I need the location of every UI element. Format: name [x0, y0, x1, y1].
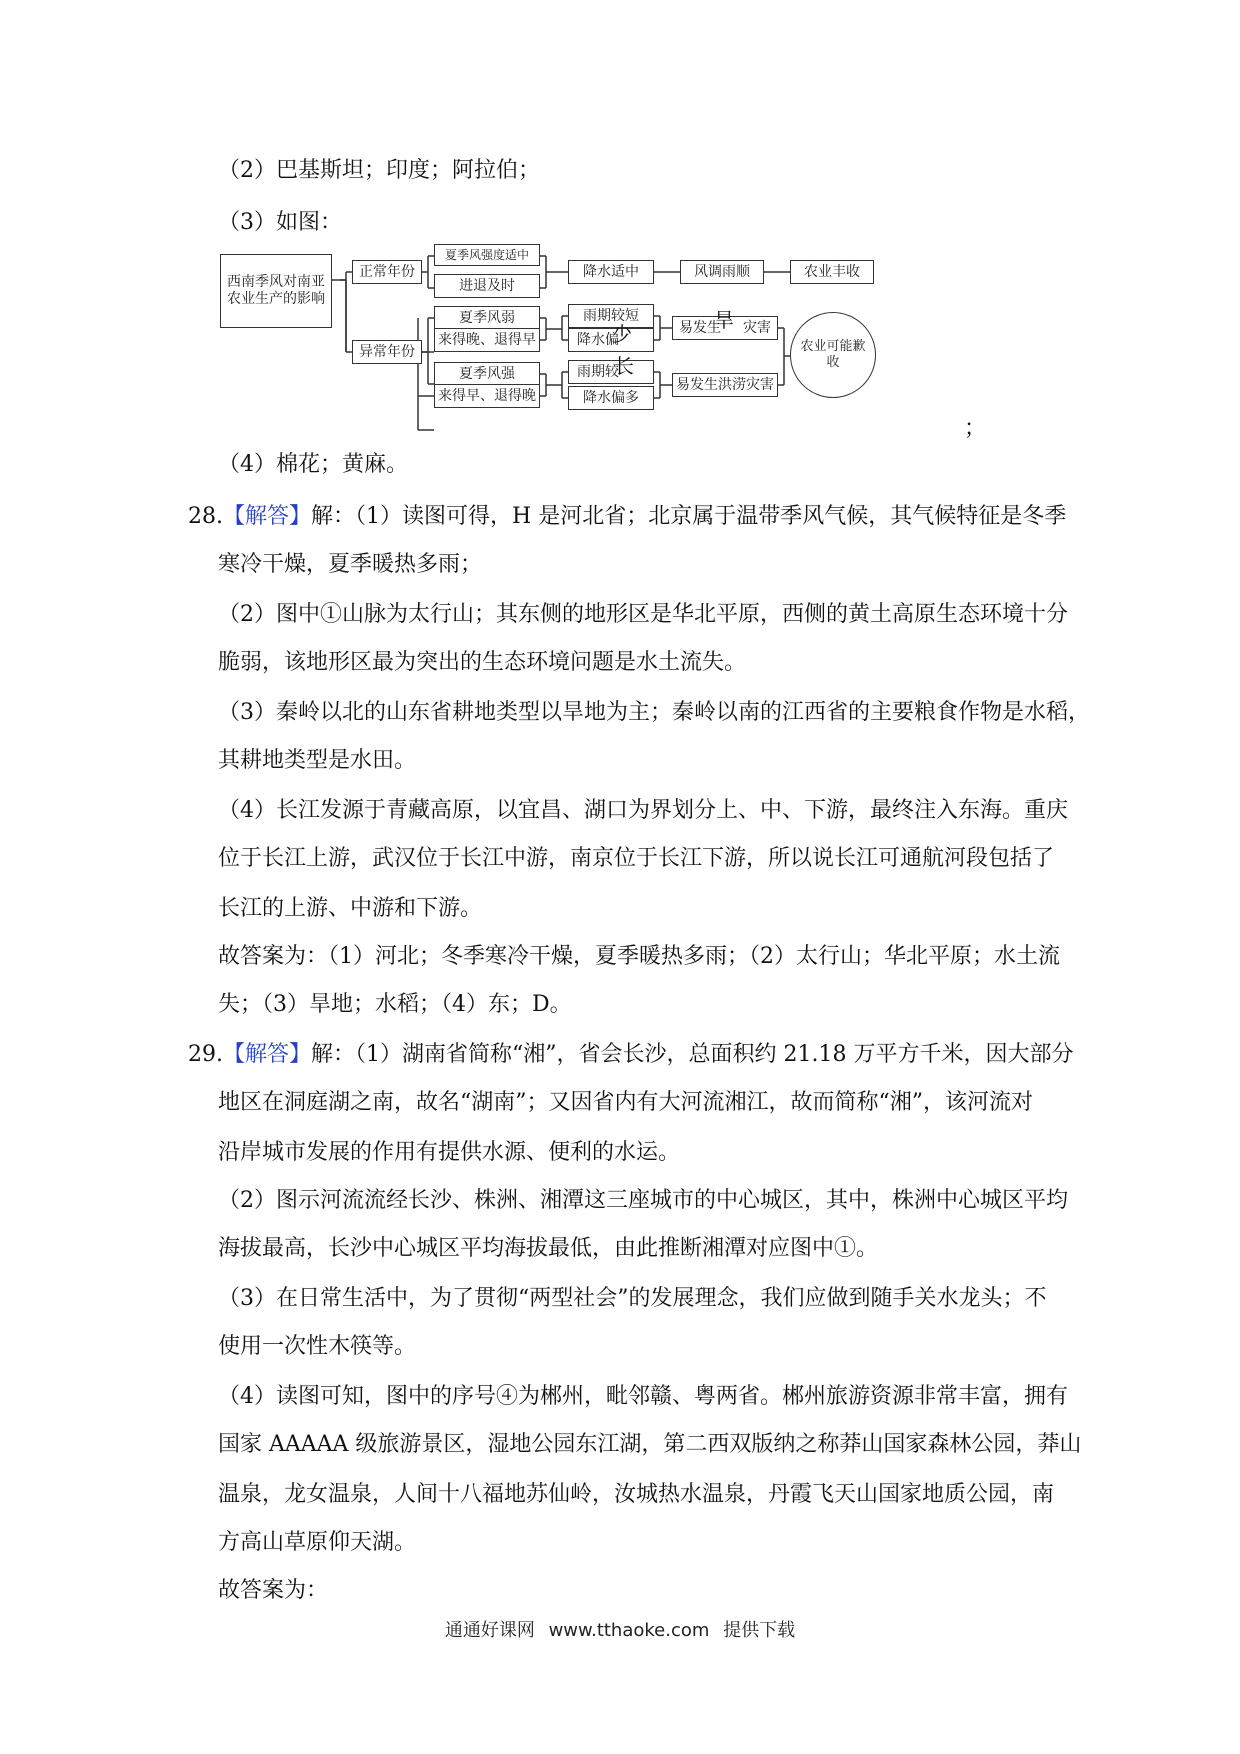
abnormal-year-box: 异常年份 [352, 340, 422, 364]
drought-label-post: 灾害 [743, 319, 771, 336]
flood-box: 易发生洪涝灾害 [672, 373, 778, 397]
question-28-line-11: 失；（3）旱地；水稻；（4）东；D。 [218, 992, 572, 1017]
question-29-line-1 [188, 1040, 1073, 1070]
normal-year-box: 正常年份 [352, 260, 422, 284]
footer-url: www.tthaoke.com [548, 1620, 710, 1641]
answer-27-part3-label: （3）如图： [218, 210, 342, 235]
question-28-number: 28. [188, 504, 223, 529]
short-rain-period-box: 雨期较短 [568, 304, 654, 328]
question-29-number: 29. [188, 1042, 223, 1067]
footer-site-name: 通通好课网 [444, 1620, 535, 1641]
question-28-line-2: 寒冷干燥，夏季暖热多雨； [218, 552, 483, 577]
question-29-line-10: 温泉，龙女温泉，人间十八福地苏仙岭，汝城热水温泉，丹霞飞天山国家地质公园，南 [218, 1482, 1055, 1507]
less-rain-label: 降水偏 [577, 331, 619, 348]
answer-27-part2: （2）巴基斯坦；印度；阿拉伯； [218, 158, 540, 183]
question-29-text: 解：（1）湖南省简称“湘”，省会长沙，总面积约 21.18 万平方千米，因大部分 [311, 1042, 1074, 1067]
question-28-line-8: 位于长江上游，武汉位于长江中游，南京位于长江下游，所以说长江可通航河段包括了 [218, 846, 1055, 871]
long-rain-period-box [568, 360, 654, 384]
question-29-line-7: 使用一次性木筷等。 [218, 1334, 417, 1359]
question-29-line-12: 故答案为： [218, 1578, 329, 1603]
question-29-line-11: 方高山草原仰天湖。 [218, 1530, 417, 1555]
handwritten-long: 长 [614, 354, 634, 378]
question-28-line-9: 长江的上游、中游和下游。 [218, 896, 483, 921]
handwritten-drought: 旱 [714, 308, 734, 332]
question-29-line-5: 海拔最高，长沙中心城区平均海拔最低，由此推断湘潭对应图中①。 [218, 1236, 879, 1261]
early-late-retreat-box: 来得早、退得晚 [434, 384, 540, 408]
favorable-weather-box: 风调雨顺 [680, 260, 764, 284]
question-28-line-1 [188, 502, 1066, 532]
question-28-line-3: （2）图中①山脉为太行山；其东侧的地形区是华北平原，西侧的黄土高原生态环境十分 [218, 602, 1068, 627]
strong-monsoon-box: 夏季风强 [434, 362, 540, 386]
question-28-text: 解：（1）读图可得，H 是河北省；北京属于温带季风气候，其气候特征是冬季 [311, 504, 1067, 529]
question-28-line-7: （4）长江发源于青藏高原，以宜昌、湖口为界划分上、中、下游，最终注入东海。重庆 [218, 798, 1068, 823]
page-footer [0, 1616, 1240, 1642]
question-28-answer-tag: 【解答】 [223, 504, 312, 529]
poor-harvest-circle: 农业可能歉收 [790, 312, 876, 398]
good-harvest-box: 农业丰收 [790, 260, 874, 284]
question-28-line-4: 脆弱，该地形区最为突出的生态环境问题是水土流失。 [218, 650, 747, 675]
moderate-rain-box: 降水适中 [568, 260, 654, 284]
question-28-line-6: 其耕地类型是水田。 [218, 748, 417, 773]
more-rain-box: 降水偏多 [568, 386, 654, 410]
moderate-monsoon-box: 夏季风强度适中 [434, 244, 540, 266]
long-rain-label: 雨期较 [577, 363, 619, 380]
question-29-line-2: 地区在洞庭湖之南，故名“湖南”；又因省内有大河流湘江，故而简称“湘”，该河流对 [218, 1090, 1033, 1115]
diagram-root-box: 西南季风对南亚农业生产的影响 [220, 254, 332, 328]
less-rain-box [568, 328, 654, 352]
question-28-line-5: （3）秦岭以北的山东省耕地类型以旱地为主；秦岭以南的江西省的主要粮食作物是水稻， [218, 700, 1091, 725]
question-29-line-4: （2）图示河流流经长沙、株洲、湘潭这三座城市的中心城区，其中，株洲中心城区平均 [218, 1188, 1068, 1213]
question-29-line-8: （4）读图可知，图中的序号④为郴州，毗邻赣、粤两省。郴州旅游资源非常丰富，拥有 [218, 1384, 1068, 1409]
timely-advance-box: 进退及时 [434, 274, 540, 298]
weak-monsoon-box: 夏季风弱 [434, 306, 540, 330]
drought-label-pre: 易发生 [679, 319, 721, 336]
question-29-line-3: 沿岸城市发展的作用有提供水源、便利的水运。 [218, 1140, 681, 1165]
diagram-end-semicolon: ； [964, 416, 987, 441]
handwritten-less: 少 [612, 322, 632, 346]
footer-note: 提供下载 [723, 1620, 796, 1641]
question-28-line-10: 故答案为：（1）河北；冬季寒冷干燥，夏季暖热多雨；（2）太行山；华北平原；水土流 [218, 944, 1060, 969]
question-29-line-9: 国家 AAAAA 级旅游景区，湿地公园东江湖，第二西双版纳之称莽山国家森林公园，莽山 [218, 1432, 1082, 1457]
monsoon-impact-diagram [218, 244, 978, 442]
answer-27-part4: （4）棉花；黄麻。 [218, 452, 408, 477]
late-early-retreat-box: 来得晚、退得早 [434, 328, 540, 352]
question-29-answer-tag: 【解答】 [223, 1042, 312, 1067]
question-29-line-6: （3）在日常生活中，为了贯彻“两型社会”的发展理念，我们应做到随手关水龙头；不 [218, 1286, 1047, 1311]
